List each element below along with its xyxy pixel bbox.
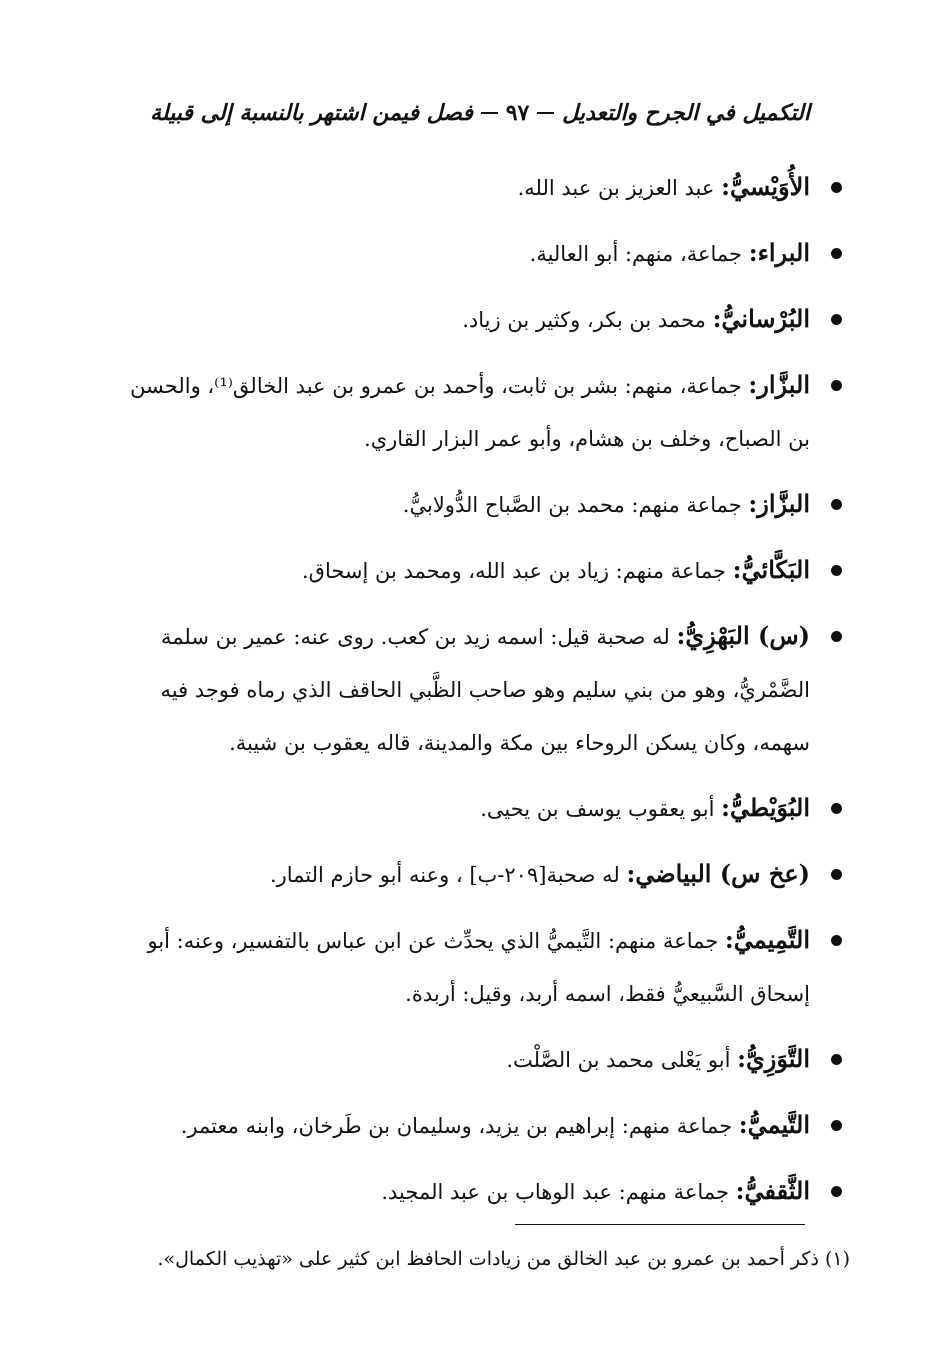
bullet-icon <box>831 1120 842 1131</box>
entry-text: محمد بن بكر، وكثير بن زياد. <box>462 308 713 332</box>
entry-heading: التَّوَزِيُّ: <box>737 1044 810 1073</box>
bullet-icon <box>831 499 842 510</box>
list-item <box>130 292 850 347</box>
running-header <box>150 100 810 126</box>
list-item <box>130 609 850 770</box>
entry-text: جماعة منهم: محمد بن الصَّباح الدُّولابيُّ. <box>402 493 749 517</box>
entry-heading: (عخ س) البياضي: <box>626 859 810 888</box>
list-item <box>130 160 850 215</box>
entry-text: جماعة منهم: زياد بن عبد الله، ومحمد بن إسحاق. <box>301 559 733 583</box>
list-item <box>130 1032 850 1087</box>
page-number: ٩٧ <box>505 100 530 126</box>
entry-text: جماعة منهم: التَّيميُّ الذي يحدِّث عن ابن عباس بالتفسير، وعنه: أبو إسحاق السَّبيعيُّ فقط، اسمه أربد، وقيل: أربدة. <box>147 929 810 1006</box>
entry-text: جماعة، منهم: بشر بن ثابت، وأحمد بن عمرو بن عبد الخالق⁽¹⁾، والحسن بن الصباح، وخلف بن هشام، وأبو عمر البزار القاري. <box>130 374 810 451</box>
list-item <box>130 543 850 598</box>
bullet-icon <box>831 314 842 325</box>
bullet-icon <box>831 182 842 193</box>
entry-text: أبو يعقوب يوسف بن يحيى. <box>480 797 722 821</box>
bullet-icon <box>831 803 842 814</box>
entry-text: جماعة منهم: عبد الوهاب بن عبد المجيد. <box>381 1180 736 1204</box>
entry-text: جماعة، منهم: أبو العالية. <box>529 242 749 266</box>
list-item <box>130 1164 850 1219</box>
bullet-icon <box>831 565 842 576</box>
bullet-icon <box>831 1054 842 1065</box>
entry-heading: التَّمِيميُّ: <box>724 925 810 954</box>
bullet-icon <box>831 631 842 642</box>
bullet-icon <box>831 380 842 391</box>
entry-heading: (س) البَهْزِيُّ: <box>676 621 810 650</box>
entry-heading: البُوَيْطيُّ: <box>721 793 810 822</box>
entry-text: له صحبة[٢٠٩-ب] ، وعنه أبو حازم التمار. <box>269 863 627 887</box>
entry-heading: الثَّقفيُّ: <box>735 1176 810 1205</box>
header-separator <box>537 112 554 114</box>
entry-text: عبد العزيز بن عبد الله. <box>517 176 722 200</box>
footnote-divider <box>515 1224 805 1225</box>
entry-heading: التَّيميُّ: <box>738 1110 810 1139</box>
bullet-icon <box>831 869 842 880</box>
list-item <box>130 226 850 281</box>
entry-text: أبو يَعْلى محمد بن الصَّلْت. <box>506 1048 738 1072</box>
entry-heading: البزَّار: <box>748 370 810 399</box>
entry-heading: البزَّاز: <box>748 489 810 518</box>
list-item <box>130 477 850 532</box>
entry-list <box>130 160 850 1230</box>
entry-text: جماعة منهم: إبراهيم بن يزيد، وسليمان بن طَرخان، وابنه معتمر. <box>180 1114 739 1138</box>
header-separator <box>481 112 498 114</box>
entry-text: له صحبة قيل: اسمه زيد بن كعب. روى عنه: عمير بن سلمة الضَّمْريُّ، وهو من بني سليم وهو صاحب الظَّبي الحاقف الذي رماه فوجد فيه سهمه، وكان يسكن الروحاء بين مكة والمدينة، قاله يعقوب بن شيبة. <box>160 625 810 755</box>
book-title: التكميل في الجرح والتعديل <box>562 100 810 126</box>
list-item <box>130 358 850 466</box>
entry-heading: البُرْسانيُّ: <box>712 304 810 333</box>
list-item <box>130 781 850 836</box>
list-item <box>130 847 850 902</box>
section-title: فصل فيمن اشتهر بالنسبة إلى قبيلة <box>150 100 473 126</box>
footnote: (١) ذكر أحمد بن عمرو بن عبد الخالق من زيادات الحافظ ابن كثير على «تهذيب الكمال». <box>157 1248 850 1270</box>
entry-heading: الأُوَيْسيُّ: <box>721 172 810 201</box>
entry-heading: البراء: <box>748 238 810 267</box>
bullet-icon <box>831 248 842 259</box>
list-item <box>130 1098 850 1153</box>
bullet-icon <box>831 1186 842 1197</box>
bullet-icon <box>831 935 842 946</box>
list-item <box>130 913 850 1021</box>
entry-heading: البَكَّائيُّ: <box>732 555 810 584</box>
